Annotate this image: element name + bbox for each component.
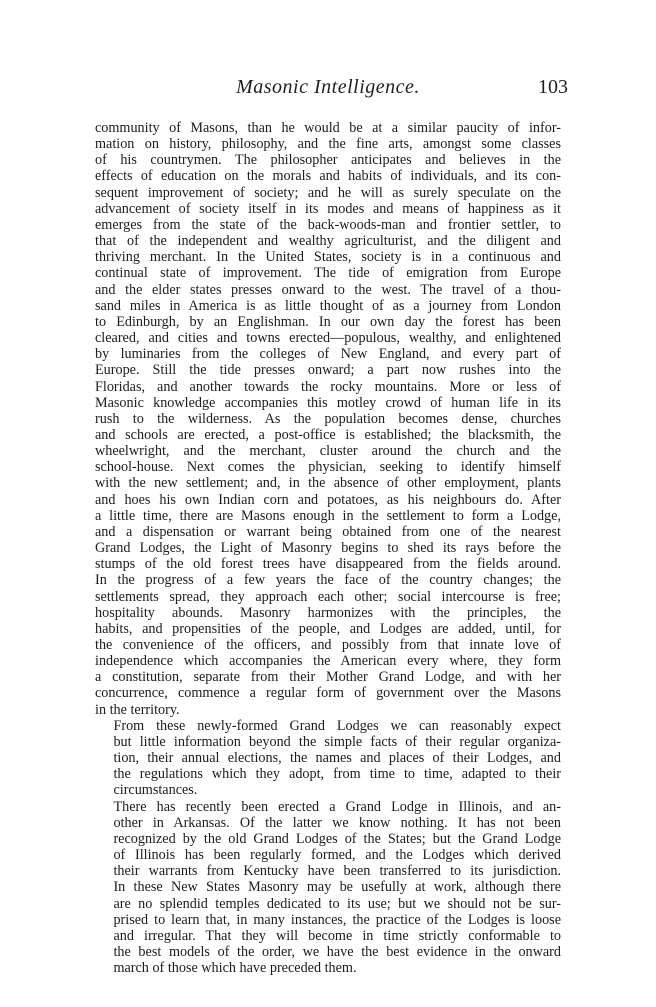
- text-line: Europe. Still the tide presses onward; a part now rushes into the: [95, 362, 561, 379]
- text-line: community of Masons, than he would be at a similar paucity of infor-: [95, 120, 561, 136]
- text-line: stumps of the old forest trees have disappeared from the fields around.: [95, 556, 561, 573]
- text-line: but little information beyond the simple facts of their regular organiza-: [113, 733, 561, 750]
- text-line: Grand Lodges, the Light of Masonry begins to shed its rays before the: [95, 540, 561, 557]
- paragraph: [95, 718, 561, 799]
- text-line: hospitality abounds. Masonry harmonizes with the principles, the: [95, 604, 561, 621]
- text-line: and the elder states presses onward to the west. The travel of a thou-: [95, 281, 561, 298]
- text-line: recognized by the old Grand Lodges of the States; but the Grand Lodge: [113, 830, 561, 847]
- text-line: their warrants from Kentucky have been transferred to its jurisdiction.: [113, 863, 561, 880]
- text-line: and hoes his own Indian corn and potatoes, as his neighbours do. After: [95, 491, 561, 508]
- text-line: and a dispensation or warrant being obtained from one of the nearest: [95, 523, 561, 540]
- text-line: are no splendid temples dedicated to its use; but we should not be sur-: [113, 895, 561, 912]
- text-line: mation on history, philosophy, and the fine arts, amongst some classes: [95, 136, 561, 153]
- page-number: 103: [538, 76, 568, 98]
- text-line: prised to learn that, in many instances, the practice of the Lodges is loose: [113, 911, 561, 928]
- text-line: with the new settlement; and, in the absence of other employment, plants: [95, 475, 561, 492]
- text-line: In the progress of a few years the face of the country changes; the: [95, 572, 561, 589]
- text-line: emerges from the state of the back-woods-man and frontier settler, to: [95, 216, 561, 233]
- text-line: Masonic knowledge accompanies this motley crowd of human life in its: [95, 394, 561, 411]
- text-line: There has recently been erected a Grand Lodge in Illinois, and an-: [113, 798, 561, 815]
- text-line: sand miles in America is as little thought of as a journey from London: [95, 297, 561, 314]
- text-line: to Edinburgh, by an Englishman. In our own day the forest has been: [95, 313, 561, 330]
- text-line: rush to the wilderness. As the population becomes dense, churches: [95, 410, 561, 427]
- text-line: a constitution, separate from their Mother Grand Lodge, and with her: [95, 669, 561, 686]
- body-text: [95, 120, 561, 976]
- text-line: the best models of the order, we have the best evidence in the onward: [113, 943, 561, 960]
- text-line: independence which accompanies the American every where, they form: [95, 653, 561, 670]
- text-line: of his countrymen. The philosopher anticipates and believes in the: [95, 152, 561, 169]
- text-line: tion, their annual elections, the names and places of their Lodges, and: [113, 750, 561, 767]
- page-header: [0, 76, 656, 110]
- running-head: Masonic Intelligence.: [236, 76, 420, 98]
- text-line: sequent improvement of society; and he will as surely speculate on the: [95, 184, 561, 201]
- text-line: advancement of society itself in its modes and means of happiness as it: [95, 200, 561, 217]
- text-line: In these New States Masonry may be usefully at work, although there: [113, 879, 561, 896]
- text-line: by luminaries from the colleges of New England, and every part of: [95, 346, 561, 363]
- text-line: and irregular. That they will become in time strictly conformable to: [113, 927, 561, 944]
- text-line: thriving merchant. In the United States, society is in a continuous and: [95, 249, 561, 266]
- text-line: habits, and propensities of the people, and Lodges are added, until, for: [95, 620, 561, 637]
- text-line: and schools are erected, a post-office is established; the blacksmith, the: [95, 426, 561, 443]
- text-line: cleared, and cities and towns erected—populous, wealthy, and enlightened: [95, 330, 561, 347]
- text-line: effects of education on the morals and habits of individuals, and its con-: [95, 168, 561, 185]
- text-line: From these newly-formed Grand Lodges we can reasonably expect: [113, 717, 561, 734]
- text-line: circumstances.: [113, 782, 198, 799]
- text-line: of Illinois has been regularly formed, and the Lodges which derived: [113, 847, 561, 864]
- text-line: Floridas, and another towards the rocky mountains. More or less of: [95, 378, 561, 395]
- text-line: the regulations which they adopt, from time to time, adapted to their: [113, 766, 561, 783]
- text-line: that of the independent and wealthy agriculturist, and the diligent and: [95, 233, 561, 250]
- text-line: in the territory.: [95, 701, 180, 718]
- text-line: wheelwright, and the merchant, cluster around the church and the: [95, 443, 561, 460]
- text-line: the convenience of the officers, and possibly from that innate love of: [95, 637, 561, 653]
- text-line: concurrence, commence a regular form of government over the Masons: [95, 685, 561, 702]
- text-line: a little time, there are Masons enough in the settlement to form a Lodge,: [95, 507, 561, 524]
- text-line: other in Arkansas. Of the latter we know nothing. It has not been: [113, 814, 561, 831]
- text-line: march of those which have preceded them.: [113, 960, 357, 977]
- text-line: continual state of improvement. The tide of emigration from Europe: [95, 265, 561, 282]
- text-line: settlements spread, they approach each other; social intercourse is free;: [95, 588, 561, 605]
- text-line: school-house. Next comes the physician, seeking to identify himself: [95, 459, 561, 476]
- paragraph: [95, 799, 561, 977]
- paragraph: [95, 120, 561, 718]
